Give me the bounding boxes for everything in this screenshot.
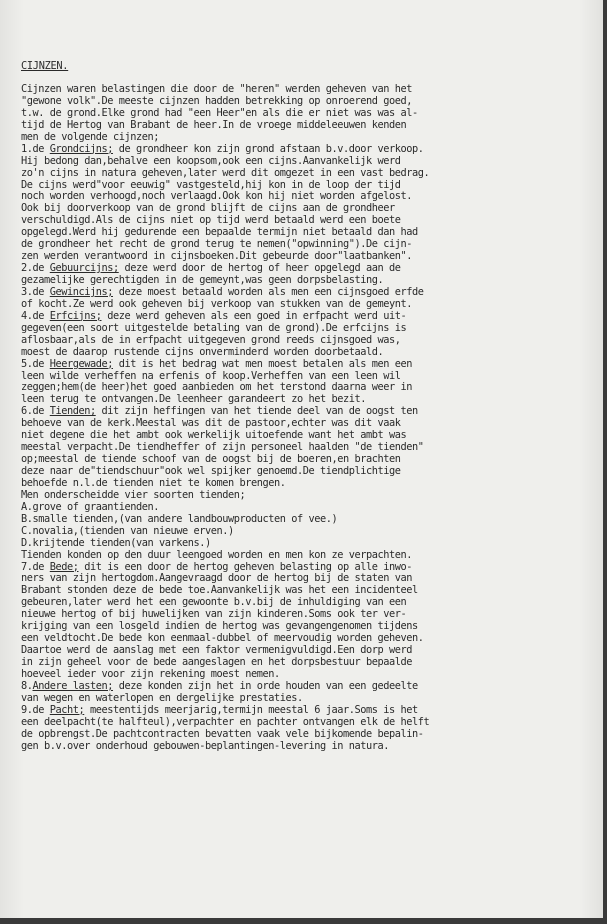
text-segment: men de volgende cijnzen; [21,130,159,143]
text-segment: leen terug te ontvangen.De leenheer garandeert zo het bezit. [21,393,366,406]
section-heading: Bede; [49,560,79,573]
text-segment: gebeuren,later werd het een gewoonte b.v.bij de inhuldiging van een [21,596,407,609]
text-segment: hoeveel ieder voor zijn rekening moest nemen. [21,667,280,680]
text-segment: nieuwe hertog of bij huwelijken van zijn kinderen.Soms ook ter ver- [21,608,407,621]
text-line [21,741,591,753]
section-heading: Gewincijns; [49,285,113,298]
text-segment: aflosbaar,als de in erfpacht uitgegeven grond reeds cijnsgoed was, [21,333,401,346]
body-text [21,84,591,753]
text-segment: Ook bij doorverkoop van de grond blijft de cijns aan de grondheer [21,202,395,215]
text-segment: dit is het bedrag wat men moest betalen als men een [113,357,412,370]
text-segment: krijging van een losgeld indien de hertog was gevangengenomen tijdens [21,620,418,633]
text-segment: 3.de [21,285,50,298]
text-segment: tijd de Hertog van Brabant de heer.In de vroege middeleeuwen kenden [21,118,407,131]
text-segment: een veldtocht.De bede kon eenmaal-dubbel of meervoudig worden geheven. [21,632,424,645]
text-segment: De cijns werd"voor eeuwig" vastgesteld,hij kon in de loop der tijd [21,178,401,191]
text-segment: dit is een door de hertog geheven belasting op alle inwo- [78,560,412,573]
text-segment: meestentijds meerjarig,termijn meestal 6 jaar.Soms is het [84,703,418,716]
text-segment: ners van zijn hertogdom.Aangevraagd door de hertog bij de staten van [21,572,412,585]
text-segment: Hij bedong dan,behalve een koopsom,ook een cijns.Aanvankelijk werd [21,154,401,167]
text-segment: "gewone volk".De meeste cijnzen hadden betrekking op onroerend goed, [21,94,412,107]
text-segment: 2.de [21,262,50,275]
text-segment: de grondheer kon zijn grond afstaan b.v.door verkoop. [113,142,424,155]
text-segment: in zijn geheel voor de bede aangeslagen en het dorpsbestuur bepaalde [21,656,412,668]
text-segment: de opbrengst.De pachtcontracten bevatten vaak vele bijkomende bepalin- [21,727,424,740]
text-segment: Tienden konden op den duur leengoed worden en men kon ze verpachten. [21,548,412,561]
section-heading: Pacht; [49,703,85,716]
text-segment: niet degene die het ambt ook werkelijk uitoefende want het ambt was [21,429,407,442]
section-heading: Tienden; [49,405,96,418]
section-heading: Andere lasten; [32,679,113,692]
text-segment: A.grove of graantienden. [21,500,159,513]
section-heading: Gebuurcijns; [49,262,119,275]
text-segment: behoeve van de kerk.Meestal was dit de pastoor,echter was dit vaak [21,417,401,430]
text-segment: gezamelijke gerechtigden in de gemeynt,was geen dorpsbelasting. [21,274,384,286]
text-segment: Brabant stonden deze de bede toe.Aanvankelijk was het een incidenteel [21,584,418,597]
text-segment: zeggen;hem(de heer)het goed aanbieden om het terstond daarna weer in [21,381,412,394]
text-segment: de grondheer het recht de grond terug te nemen("opwinning").De cijn- [21,238,412,251]
text-segment: t.w. de grond.Elke grond had "een Heer"en als die er niet was was al- [21,106,418,119]
text-segment: Daartoe werd de aanslag met een faktor vermenigvuldigd.Een dorp werd [21,644,412,657]
text-segment: gen b.v.over onderhoud gebouwen-beplantingen-levering in natura. [21,739,389,752]
text-segment: een deelpacht(te halfteul),verpachter en pachter ontvangen elk de helft [21,715,430,728]
text-segment: 8. [21,679,33,692]
text-segment: van wegen en waterlopen en dergelijke prestaties. [21,691,303,704]
text-segment: behoefde n.l.de tienden niet te komen brengen. [21,476,286,489]
text-segment: noch worden verhoogd,noch verlaagd.Ook kon hij niet worden afgelost. [21,190,412,203]
text-segment: op;meestal de tiende schoof van de oogst bij de boeren,en brachten [21,453,401,466]
text-segment: deze werd door de hertog of heer opgelegd aan de [118,262,401,275]
text-segment: deze werd geheven als een goed in erfpacht werd uit- [101,309,407,322]
text-segment: 9.de [21,703,50,716]
page-title: CIJNZEN. [21,60,69,72]
text-segment: 1.de [21,142,50,155]
text-segment: deze moest betaald worden als men een cijnsgoed erfde [113,285,424,298]
text-segment: leen wilde verheffen na erfenis of koop.Verheffen van een leen wil [21,369,401,382]
text-segment: 6.de [21,405,50,418]
text-segment: deze konden zijn het in orde houden van een gedeelte [113,679,418,692]
text-segment: gegeven(een soort uitgestelde betaling van de grond).De erfcijns is [21,321,407,334]
text-segment: zen werden verantwoord in cijnsboeken.Dit gebeurde door"laatbanken". [21,250,412,263]
section-heading: Grondcijns; [49,142,113,155]
section-heading: Heergewade; [49,357,113,370]
text-segment: deze naar de"tiendschuur"ook wel spijker genoemd.De tiendplichtige [21,465,401,477]
text-segment: 7.de [21,560,50,573]
text-segment: 4.de [21,309,50,322]
text-segment: zo'n cijns in natura geheven,later werd dit omgezet in een vast bedrag. [21,166,430,179]
text-segment: 5.de [21,357,50,370]
text-segment: verschuldigd.Als de cijns niet op tijd werd betaald werd een boete [21,214,401,227]
text-segment: opgelegd.Werd hij gedurende een bepaalde termijn niet betaald dan had [21,226,418,239]
text-segment: Men onderscheidde vier soorten tienden; [21,488,246,501]
text-segment: dit zijn heffingen van het tiende deel van de oogst ten [95,405,418,418]
text-segment: B.smalle tienden,(van andere landbouwproducten of vee.) [21,512,338,525]
text-segment: D.krijtende tienden(van varkens.) [21,536,211,549]
text-segment: moest de daarop rustende cijns onverminderd worden doorbetaald. [21,345,384,358]
text-segment: Cijnzen waren belastingen die door de "heren" werden geheven van het [21,83,412,95]
section-heading: Erfcijns; [49,309,102,322]
text-segment: meestal verpacht.De tiendheffer of zijn personeel haalden "de tienden" [21,441,424,454]
text-segment: C.novalia,(tienden van nieuwe erven.) [21,524,234,537]
text-segment: of kocht.Ze werd ook geheven bij verkoop van stukken van de gemeynt. [21,297,412,310]
